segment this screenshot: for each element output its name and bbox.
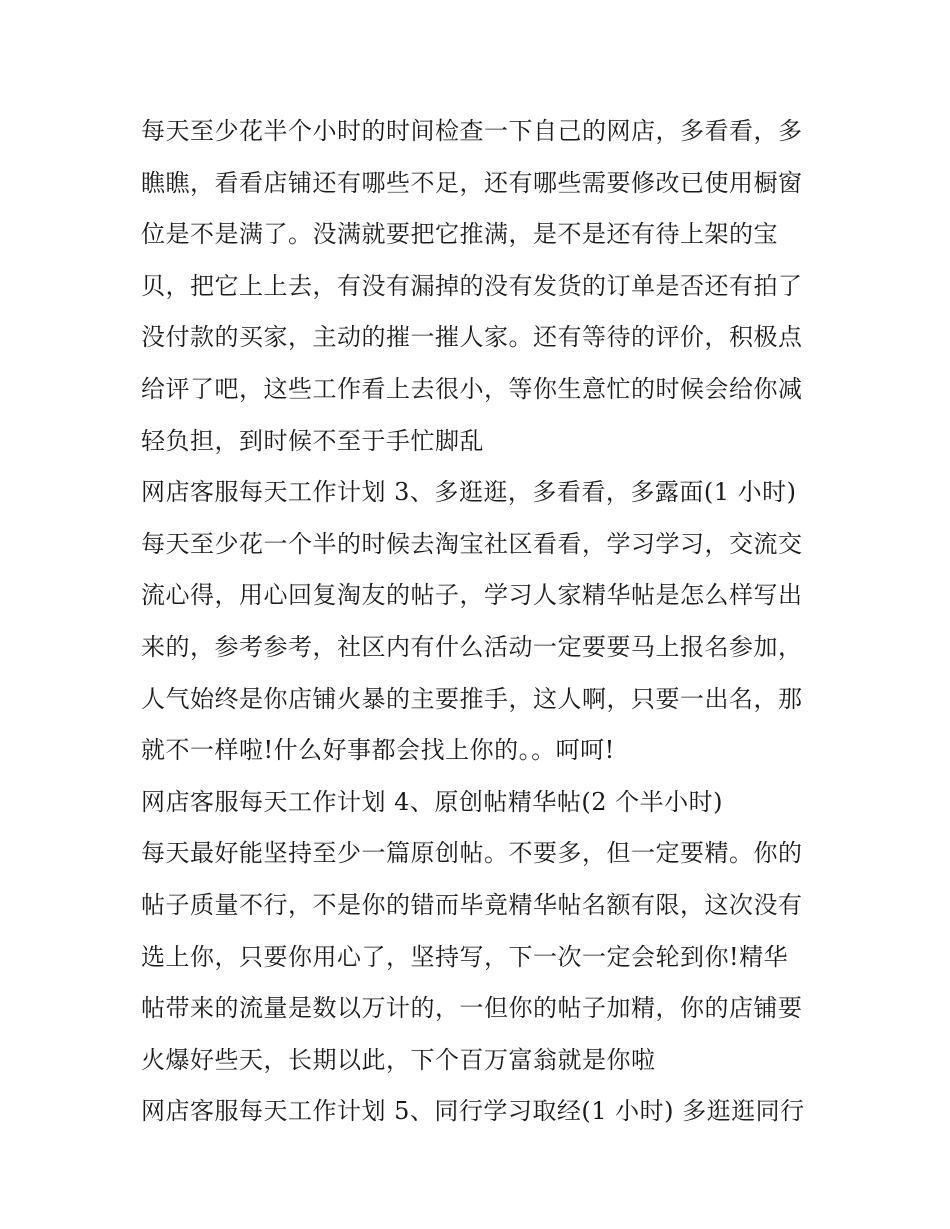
text-line-18: 帖带来的流量是数以万计的，一但你的帖子加精，你的店铺要 [141, 994, 803, 1023]
section-heading-plan-5: 网店客服每天工作计划 5、同行学习取经(1 小时) 多逛逛同行 [141, 1097, 805, 1126]
text-line-12: 人气始终是你店铺火暴的主要推手，这人啊，只要一出名，那 [141, 684, 803, 713]
text-line-4: 贝，把它上上去，有没有漏掉的没有发货的订单是否还有拍了 [141, 271, 803, 300]
text-line-1: 每天至少花半个小时的时间检查一下自己的网店，多看看，多 [141, 117, 803, 145]
text-line-17: 选上你，只要你用心了，坚持写，下一次一定会轮到你!精华 [141, 942, 789, 971]
text-line-11: 来的，参考参考，社区内有什么活动一定要要马上报名参加， [141, 632, 803, 661]
text-line-7: 轻负担，到时候不至于手忙脚乱 [141, 426, 484, 455]
text-line-3: 位是不是满了。没满就要把它推满，是不是还有待上架的宝 [141, 220, 778, 249]
text-line-5: 没付款的买家，主动的摧一摧人家。还有等待的评价，积极点 [141, 323, 803, 352]
text-line-10: 流心得，用心回复淘友的帖子，学习人家精华帖是怎么样写出 [141, 581, 803, 610]
text-line-6: 给评了吧，这些工作看上去很小，等你生意忙的时候会给你减 [141, 374, 803, 403]
text-line-15: 每天最好能坚持至少一篇原创帖。不要多，但一定要精。你的 [141, 839, 803, 868]
section-heading-plan-4: 网店客服每天工作计划 4、原创帖精华帖(2 个半小时) [141, 787, 724, 816]
text-line-13: 就不一样啦!什么好事都会找上你的。。呵呵! [141, 736, 615, 765]
text-line-19: 火爆好些天，长期以此，下个百万富翁就是你啦 [141, 1045, 656, 1074]
section-heading-plan-3: 网店客服每天工作计划 3、多逛逛，多看看，多露面(1 小时) [141, 478, 797, 507]
text-line-16: 帖子质量不行，不是你的错而毕竟精华帖名额有限，这次没有 [141, 890, 803, 919]
body-text [141, 106, 821, 1138]
text-line-2: 瞧瞧，看看店铺还有哪些不足，还有哪些需要修改已使用橱窗 [141, 168, 803, 197]
text-line-9: 每天至少花一个半的时候去淘宝社区看看，学习学习，交流交 [141, 529, 803, 558]
